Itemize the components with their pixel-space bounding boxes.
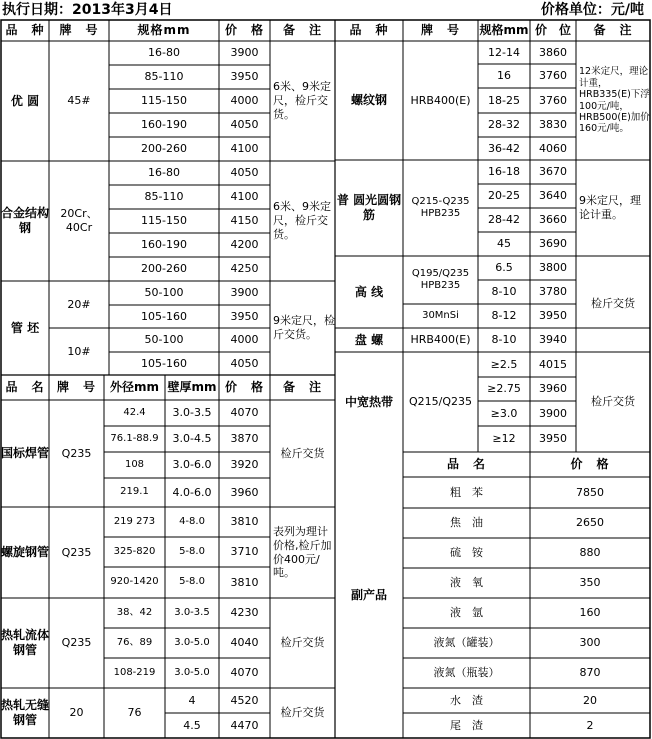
byproduct-price: 300 [579, 636, 601, 650]
price-cell: 3950 [539, 309, 567, 323]
spec-cell: 8-12 [491, 309, 517, 323]
grade-cell: 20Cr、40Cr [60, 207, 98, 234]
byproduct-name: 液氮（瓶装） [433, 666, 500, 680]
spec-cell: 115-150 [141, 214, 187, 228]
spec-cell: 8-10 [491, 285, 517, 299]
spec-cell: 160-190 [141, 238, 187, 252]
spec-cell: 18-25 [488, 93, 520, 107]
note-cell: 检斤交货 [591, 395, 635, 409]
spec-cell: ≥2.75 [487, 382, 521, 396]
col-spec: 规格mm [137, 23, 191, 37]
price-cell: 3960 [230, 485, 259, 499]
note-cell: 表列为理计价格,检斤加价400元/吨。 [273, 525, 332, 580]
col-byproduct-name: 品 名 [446, 457, 486, 471]
price-cell: 3800 [539, 261, 567, 275]
price-cell: 4250 [230, 262, 259, 276]
spec-cell: 45 [497, 237, 511, 251]
od-cell: 38、42 [116, 606, 153, 618]
price-cell: 4150 [230, 214, 259, 228]
spec-cell: 20-25 [488, 189, 520, 203]
note-cell: 6米、9米定尺，检斤交货。 [273, 80, 331, 121]
product-name: 中宽热带 [344, 394, 393, 409]
price-cell: 3660 [539, 213, 567, 227]
byproduct-name: 硫 铵 [450, 546, 483, 560]
price-unit: 价格单位：元/吨 [540, 2, 644, 18]
col-outer-diameter: 外径mm [109, 380, 159, 394]
od-cell: 219.1 [120, 486, 149, 498]
od-cell: 108-219 [113, 666, 156, 678]
col-byproduct-price: 价 格 [570, 457, 610, 471]
spec-cell: 115-150 [141, 94, 187, 108]
grade-cell: Q215-Q235 HPB235 [411, 195, 470, 219]
spec-cell: 50-100 [144, 333, 184, 347]
product-name: 螺旋钢管 [1, 545, 49, 559]
spec-cell: 12-14 [488, 45, 520, 59]
od-cell: 76.1-88.9 [110, 432, 159, 444]
spec-cell: 6.5 [495, 261, 513, 275]
price-cell: 3810 [230, 515, 259, 529]
spec-cell: 200-260 [141, 262, 187, 276]
price-cell: 4050 [230, 118, 259, 132]
col-spec: 规格mm [479, 23, 529, 37]
wall-cell: 3.0-3.5 [174, 606, 210, 618]
price-cell: 4070 [230, 406, 259, 420]
wall-cell: 3.0-5.0 [174, 666, 210, 678]
byproduct-name: 粗 苯 [450, 485, 483, 499]
note-cell: 检斤交货 [280, 446, 325, 460]
spec-cell: 16-80 [148, 46, 180, 60]
byproduct-name: 水 渣 [450, 693, 483, 707]
grade-cell: 10# [67, 344, 91, 358]
wall-cell: 4 [188, 693, 196, 707]
grade-cell: Q235 [61, 545, 92, 559]
byproduct-name: 液氮（罐装） [433, 636, 500, 650]
col-note: 备 注 [282, 380, 322, 394]
col-grade: 牌 号 [420, 23, 460, 37]
col-grade: 牌 号 [59, 23, 99, 37]
grade-cell: Q235 [61, 636, 92, 650]
price-cell: 4100 [230, 190, 259, 204]
price-cell: 3940 [539, 333, 567, 347]
byproducts-title: 副产品 [350, 587, 387, 602]
price-cell: 4230 [230, 606, 259, 620]
col-price: 价 格 [224, 380, 264, 394]
wall-cell: 4.0-6.0 [172, 485, 212, 499]
spec-cell: 16 [497, 69, 511, 83]
note-cell: 6米、9米定尺，检斤交货。 [273, 200, 331, 241]
col-product: 品 种 [5, 23, 45, 37]
wall-cell: 4.5 [183, 718, 201, 732]
byproduct-price: 2 [586, 718, 594, 732]
price-cell: 3950 [539, 432, 567, 446]
byproduct-name: 液 氧 [450, 576, 483, 590]
note-cell: 检斤交货 [280, 706, 325, 720]
price-cell: 4200 [230, 238, 259, 252]
spec-cell: ≥12 [492, 432, 516, 446]
wall-cell: 4-8.0 [179, 515, 205, 527]
price-cell: 3760 [539, 69, 567, 83]
note-cell: 12米定尺，理论计重，HRB335(E)下浮100元/吨，HRB500(E)加价160元/吨。 [579, 66, 650, 135]
price-cell: 4070 [230, 666, 259, 680]
col-wall-thickness: 壁厚mm [167, 380, 217, 394]
price-cell: 4015 [539, 357, 567, 371]
price-cell: 3870 [230, 432, 259, 446]
note-cell: 检斤交货 [280, 636, 325, 650]
byproduct-price: 20 [583, 693, 597, 707]
price-cell: 3640 [539, 189, 567, 203]
price-cell: 3900 [539, 406, 567, 420]
byproduct-price: 160 [579, 606, 601, 620]
grade-cell: Q215/Q235 [408, 395, 472, 409]
col-product: 品 种 [349, 23, 389, 37]
product-name: 盘 螺 [354, 332, 384, 347]
price-cell: 4100 [230, 142, 259, 156]
product-name: 热轧无缝钢管 [1, 698, 49, 727]
grade-cell: 45# [67, 94, 91, 108]
od-cell: 219 273 [113, 515, 156, 527]
grade-cell: Q195/Q235 HPB235 [411, 267, 470, 291]
grade-cell: 20 [69, 706, 84, 720]
spec-cell: 200-260 [141, 142, 187, 156]
spec-cell: 28-32 [488, 118, 520, 132]
price-cell: 4050 [230, 356, 259, 370]
product-name: 国标焊管 [1, 446, 49, 460]
price-cell: 4000 [230, 333, 259, 347]
note-cell: 9米定尺，理论计重。 [579, 194, 641, 221]
spec-cell: 160-190 [141, 118, 187, 132]
wall-cell: 3.0-3.5 [172, 406, 212, 420]
col-product: 品 名 [5, 380, 45, 394]
price-cell: 3960 [539, 382, 567, 396]
execution-date: 执行日期：2013年3月4日 [2, 2, 173, 18]
col-price: 价 位 [534, 23, 571, 37]
byproduct-name: 尾 渣 [450, 718, 483, 732]
price-cell: 4520 [230, 693, 259, 707]
price-cell: 3690 [539, 237, 567, 251]
price-cell: 4470 [230, 718, 259, 732]
byproduct-name: 焦 油 [450, 516, 483, 530]
spec-cell: 16-18 [488, 165, 520, 179]
wall-cell: 3.0-6.0 [172, 458, 212, 472]
spec-cell: 16-80 [148, 166, 180, 180]
wall-cell: 5-8.0 [179, 545, 205, 557]
product-name: 高 线 [354, 284, 384, 299]
price-cell: 3950 [230, 70, 259, 84]
price-cell: 3780 [539, 285, 567, 299]
price-cell: 3670 [539, 165, 567, 179]
grade-cell: 30MnSi [422, 309, 459, 321]
byproduct-price: 350 [579, 576, 601, 590]
od-cell: 325-820 [113, 545, 156, 557]
col-price: 价 格 [224, 23, 264, 37]
grade-cell: HRB400(E) [410, 93, 471, 107]
spec-cell: 50-100 [144, 286, 184, 300]
spec-cell: 28-42 [488, 213, 520, 227]
spec-cell: 8-10 [491, 333, 517, 347]
spec-cell: ≥2.5 [490, 357, 518, 371]
wall-cell: 5-8.0 [179, 576, 205, 588]
col-grade: 牌 号 [56, 380, 96, 394]
product-name: 热轧流体钢管 [1, 628, 49, 657]
byproduct-price: 7850 [576, 485, 604, 499]
spec-cell: 36-42 [488, 141, 520, 155]
byproduct-price: 880 [579, 546, 601, 560]
price-cell: 3900 [230, 46, 259, 60]
od-cell: 76 [127, 706, 142, 720]
byproduct-name: 液 氩 [450, 606, 483, 620]
note-cell: 检斤交货 [591, 297, 635, 311]
wall-cell: 3.0-4.5 [172, 432, 212, 446]
price-cell: 3710 [230, 545, 259, 559]
price-cell: 4000 [230, 94, 259, 108]
od-cell: 920-1420 [110, 576, 159, 588]
spec-cell: 105-160 [141, 356, 187, 370]
od-cell: 76、89 [116, 636, 153, 648]
price-cell: 3760 [539, 93, 567, 107]
price-cell: 3860 [539, 45, 567, 59]
col-note: 备 注 [593, 23, 633, 37]
price-cell: 3900 [230, 286, 259, 300]
wall-cell: 3.0-5.0 [174, 636, 210, 648]
product-name: 优 圆 [10, 93, 40, 108]
spec-cell: 85-110 [144, 190, 184, 204]
product-name: 合金结构钢 [1, 206, 49, 235]
price-cell: 3920 [230, 458, 259, 472]
price-cell: 4040 [230, 636, 259, 650]
product-name: 管 坯 [10, 320, 40, 335]
grade-cell: 20# [67, 297, 91, 311]
price-cell: 3950 [230, 309, 259, 323]
grade-cell: HRB400(E) [410, 333, 471, 347]
spec-cell: 105-160 [141, 309, 187, 323]
product-name: 螺纹钢 [350, 93, 387, 107]
price-cell: 3830 [539, 118, 567, 132]
od-cell: 42.4 [123, 406, 146, 418]
grade-cell: Q235 [61, 446, 92, 460]
spec-cell: ≥3.0 [490, 406, 518, 420]
price-cell: 4060 [539, 141, 567, 155]
byproduct-price: 2650 [576, 516, 604, 530]
spec-cell: 85-110 [144, 70, 184, 84]
price-cell: 3810 [230, 575, 259, 589]
price-cell: 4050 [230, 166, 259, 180]
col-note: 备 注 [282, 23, 322, 37]
note-cell: 9米定尺，检斤交货。 [273, 314, 335, 341]
byproduct-price: 870 [579, 666, 601, 680]
product-name: 普 圆光圆钢筋 [336, 193, 402, 222]
od-cell: 108 [124, 458, 145, 470]
